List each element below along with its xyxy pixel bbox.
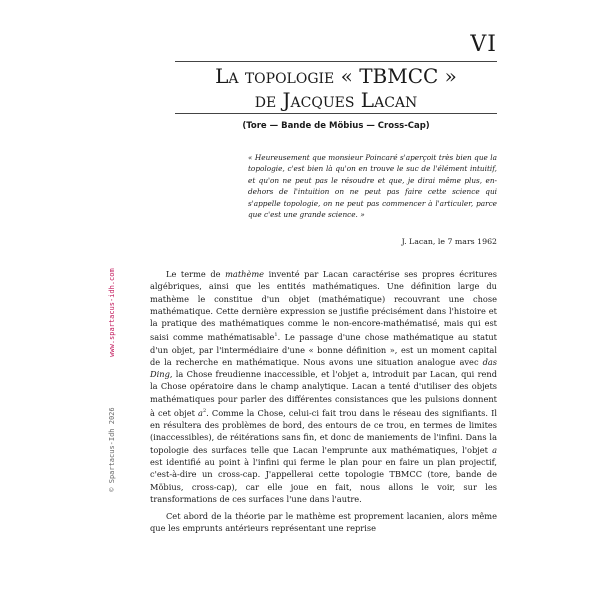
footnote-ref-2[interactable]: 2 <box>202 408 207 415</box>
chapter-title <box>175 64 497 112</box>
sidebar-copyright <box>108 268 116 491</box>
term-objet-a: a <box>198 407 203 418</box>
title-line-2: de Jacques Lacan <box>254 88 418 112</box>
body-text <box>150 268 497 535</box>
p1-text-f: est identifié au point à l'infini qui ferme le plan pour en faire un plan projectif, c'est-à-dire un cross-cap. J'appellerai cette topologie TBMCC (tore, bande de Möbius, cross-cap), car elle joue en fait, nous allons le voir, sur les transformations de ces surfaces l'une dans l'autre. <box>150 456 497 504</box>
p1-text-e: . Comme la Chose, celui-ci fait trou dans le réseau des signifiants. Il en résultera des problèmes de bord, des entours de ce trou, en termes de limites (inaccessibles), de réitérations sans fin, et donc de maniements de l'infini. Dans la topologie des surfaces telle que Lacan l'emprunte aux mathématiques, l'objet <box>150 407 498 455</box>
chapter-number: VI <box>470 32 497 57</box>
paragraph-2: Cet abord de la théorie par le mathème est proprement lacanien, alors même que les emprunts antérieurs représentant une reprise <box>150 511 497 534</box>
title-rule-bottom <box>175 113 497 114</box>
website-link[interactable]: www.spartacus-idh.com <box>108 268 116 357</box>
paragraph-1 <box>150 268 497 505</box>
p1-text-a: Le terme de <box>166 269 226 279</box>
term-das-ding: das Ding <box>150 356 497 380</box>
p1-text-c: . Le passage d'une chose mathématique au statut d'un objet, par l'intermédiaire d'une « bonne définition », est un moment capital de la recherche en mathématique. Nous avons une situation analogue avec <box>150 332 497 367</box>
footnote-ref-1[interactable]: 1 <box>274 332 278 339</box>
epigraph: « Heureusement que monsieur Poincaré s'aperçoit très bien que la topologie, c'est bien là qu'on en trouve le suc de l'élément intuitif, et qu'on ne peut pas le résoudre et que, je dirai même plus, en-dehors de l'intuition on ne peut pas faire cette science qui s'appelle topologie, on ne peut pas commencer à l'articuler, parce que c'est une grande science. » <box>248 153 497 220</box>
title-line-1: La topologie « TBMCC » <box>215 64 457 88</box>
term-matheme: mathème <box>225 269 265 279</box>
copyright-text: © Spartacus-Idh 2026 <box>108 407 116 492</box>
p1-text-d: , la Chose freudienne inaccessible, et l'objet a, introduit par Lacan, qui rend la Chose opératoire dans le champ analytique. Lacan a tenté d'utiliser des objets mathématiques pour parler des différentes consistances que les pulsions donnent à cet objet <box>150 369 497 418</box>
p1-text-b: inventé par Lacan caractérise ses propres écritures algébriques, ainsi que les entités mathématiques. Une définition large du mathème le constitue d'un objet (mathématique) recouvrant une chose mathématique. Cette dernière expression se justifie précisément dans l'histoire et la pratique des mathématiques comme le non-encore-mathématisé, mais qui est saisi comme mathématisable <box>150 269 497 343</box>
title-rule-top <box>175 61 497 62</box>
term-objet-a-2: a <box>492 444 497 455</box>
chapter-subtitle: (Tore — Bande de Möbius — Cross-Cap) <box>242 121 430 131</box>
epigraph-attribution: J. Lacan, le 7 mars 1962 <box>401 237 497 246</box>
